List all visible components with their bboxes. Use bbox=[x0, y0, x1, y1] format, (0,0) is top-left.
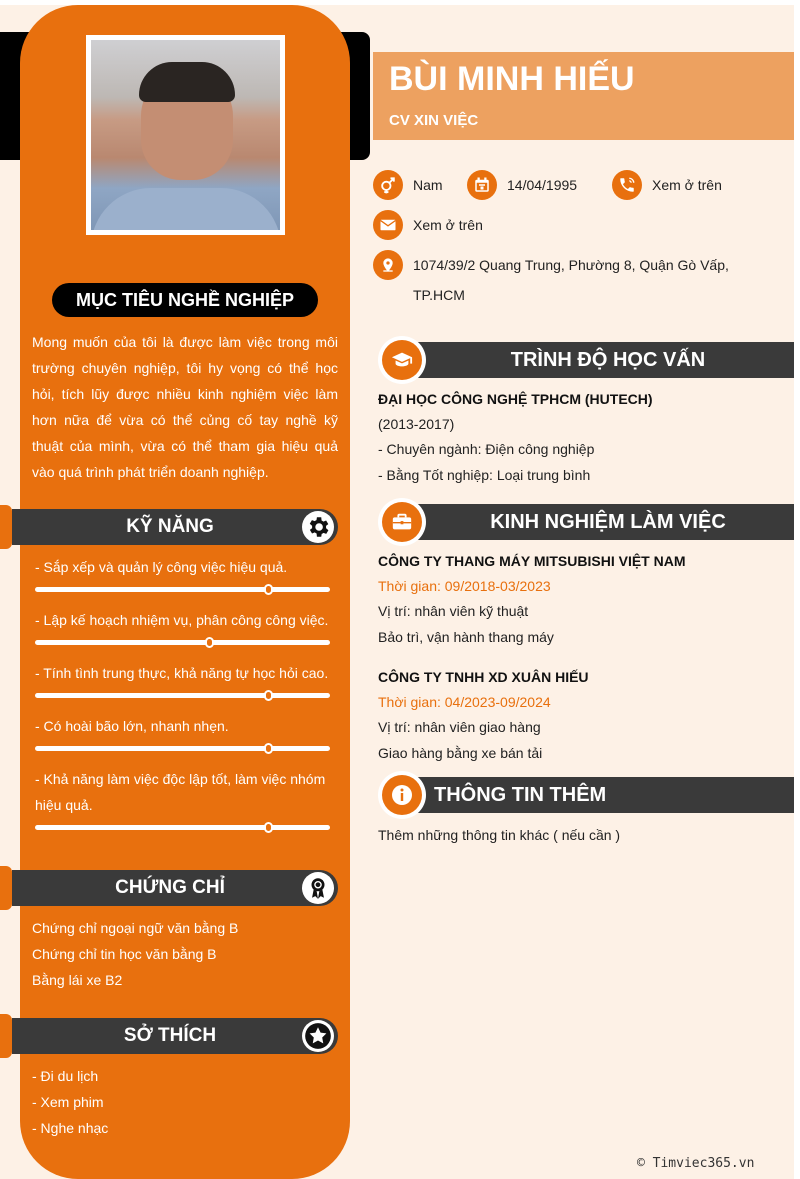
job-position: Vị trí: nhân viên giao hàng bbox=[378, 719, 541, 735]
job-company: CÔNG TY THANG MÁY MITSUBISHI VIỆT NAM bbox=[378, 553, 686, 569]
objective-title: MỤC TIÊU NGHỀ NGHIỆP bbox=[52, 283, 318, 317]
briefcase-icon bbox=[382, 502, 422, 542]
skill-item: - Sắp xếp và quản lý công việc hiệu quả. bbox=[35, 559, 288, 575]
skill-level-knob bbox=[264, 822, 273, 833]
gear-icon bbox=[302, 511, 334, 543]
skill-item: - Khả năng làm việc độc lập tốt, làm việc nhóm hiệu quả. bbox=[35, 771, 326, 813]
job-time: Thời gian: 04/2023-09/2024 bbox=[378, 694, 551, 710]
skills-header bbox=[0, 509, 340, 545]
job-company: CÔNG TY TNHH XD XUÂN HIẾU bbox=[378, 669, 589, 685]
phone-value: Xem ở trên bbox=[652, 177, 722, 193]
profile-photo bbox=[91, 40, 280, 230]
skills-title: KỸ NĂNG bbox=[12, 509, 338, 545]
job-position: Vị trí: nhân viên kỹ thuật bbox=[378, 603, 529, 619]
extra-info-header bbox=[378, 771, 794, 819]
skill-level-bar bbox=[35, 587, 330, 592]
experience-header bbox=[378, 498, 794, 546]
gender-value: Nam bbox=[413, 177, 443, 193]
skill-item: - Lập kế hoạch nhiệm vụ, phân công công việc. bbox=[35, 612, 329, 628]
skill-level-knob bbox=[205, 637, 214, 648]
phone-icon bbox=[612, 170, 642, 200]
email-icon bbox=[373, 210, 403, 240]
hobbies-title: SỞ THÍCH bbox=[12, 1018, 338, 1054]
list-item: - Đi du lịch bbox=[32, 1068, 99, 1084]
education-header bbox=[378, 336, 794, 384]
skill-level-knob bbox=[264, 584, 273, 595]
candidate-name: BÙI MINH HIẾU bbox=[389, 60, 635, 98]
birthday-value: 14/04/1995 bbox=[507, 177, 578, 193]
list-item: Chứng chỉ ngoại ngữ văn bằng B bbox=[32, 920, 239, 936]
address-line2: TP.HCM bbox=[413, 287, 465, 303]
list-item: - Xem phim bbox=[32, 1094, 104, 1110]
skill-level-knob bbox=[264, 743, 273, 754]
skill-item: - Tính tình trung thực, khả năng tự học hỏi cao. bbox=[35, 665, 329, 681]
job-description: Bảo trì, vận hành thang máy bbox=[378, 629, 554, 645]
name-header bbox=[373, 52, 794, 140]
info-icon bbox=[382, 775, 422, 815]
certificates-header bbox=[0, 870, 340, 906]
skill-item: - Có hoài bão lớn, nhanh nhẹn. bbox=[35, 718, 229, 734]
email-value: Xem ở trên bbox=[413, 217, 483, 233]
skill-level-bar bbox=[35, 825, 330, 830]
extra-info-title: THÔNG TIN THÊM bbox=[402, 777, 794, 813]
footer-credit: © Timviec365.vn bbox=[637, 1156, 755, 1171]
graduation-cap-icon bbox=[382, 340, 422, 380]
objective-text: Mong muốn của tôi là được làm việc trong môi trường chuyên nghiệp, tôi hy vọng có thể học hỏi, tích lũy được nhiều kinh nghiệm việc làm hơn nữa để vừa có thể củng cố tay nghề kỹ thuật của mình, vừa có thể tham gia hiệu quả vào quá trình phát triển doanh nghiệp. bbox=[32, 334, 338, 480]
skill-level-bar bbox=[35, 746, 330, 751]
list-item: Chứng chỉ tin học văn bằng B bbox=[32, 946, 217, 962]
job-description: Giao hàng bằng xe bán tải bbox=[378, 745, 543, 761]
extra-info-text: Thêm những thông tin khác ( nếu cần ) bbox=[378, 827, 621, 843]
address-line1: 1074/39/2 Quang Trung, Phường 8, Quận Gò Vấp, bbox=[413, 257, 729, 273]
calendar-icon bbox=[467, 170, 497, 200]
education-title: TRÌNH ĐỘ HỌC VẤN bbox=[402, 342, 794, 378]
gender-icon bbox=[373, 170, 403, 200]
list-item: - Nghe nhạc bbox=[32, 1120, 109, 1136]
certificates-title: CHỨNG CHỈ bbox=[12, 870, 338, 906]
job-time: Thời gian: 09/2018-03/2023 bbox=[378, 578, 551, 594]
education-years: (2013-2017) bbox=[378, 416, 455, 432]
hobby-list bbox=[32, 1063, 108, 1141]
skill-level-knob bbox=[264, 690, 273, 701]
education-degree: - Bằng Tốt nghiệp: Loại trung bình bbox=[378, 467, 591, 483]
avatar bbox=[86, 35, 285, 235]
award-icon bbox=[302, 872, 334, 904]
list-item: Bằng lái xe B2 bbox=[32, 972, 123, 988]
cv-subtitle: CV XIN VIỆC bbox=[389, 112, 479, 129]
location-icon bbox=[373, 250, 403, 280]
hobbies-header bbox=[0, 1018, 340, 1054]
education-school: ĐẠI HỌC CÔNG NGHỆ TPHCM (HUTECH) bbox=[378, 391, 653, 407]
certificate-list bbox=[32, 915, 238, 993]
experience-title: KINH NGHIỆM LÀM VIỆC bbox=[402, 504, 794, 540]
star-icon bbox=[302, 1020, 334, 1052]
skill-level-bar bbox=[35, 693, 330, 698]
education-major: - Chuyên ngành: Điện công nghiệp bbox=[378, 441, 595, 457]
skill-level-bar bbox=[35, 640, 330, 645]
